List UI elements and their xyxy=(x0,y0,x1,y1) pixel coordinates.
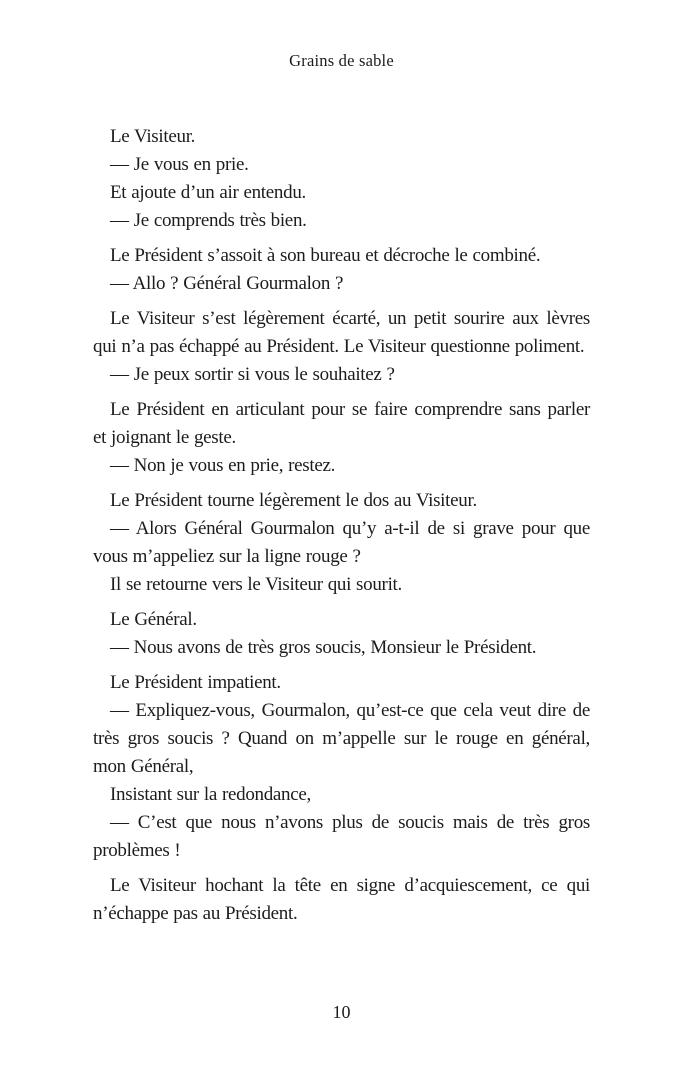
paragraph-group xyxy=(93,606,590,662)
paragraph: — Non je vous en prie, restez. xyxy=(110,455,336,476)
paragraph: Le Visiteur hochant la tête en signe d’acquiescement, ce qui n’échappe pas au Président. xyxy=(93,875,590,924)
paragraph: Le Président en articulant pour se faire comprendre sans parler et joignant le geste. xyxy=(93,399,590,448)
paragraph-group xyxy=(93,242,590,298)
paragraph: Il se retourne vers le Visiteur qui sourit. xyxy=(110,574,402,595)
paragraph: — Allo ? Général Gourmalon ? xyxy=(110,273,344,294)
running-header: Grains de sable xyxy=(289,51,394,70)
paragraph: Le Visiteur. xyxy=(110,126,196,147)
paragraph-group xyxy=(93,872,590,928)
paragraph: — Expliquez-vous, Gourmalon, qu’est-ce que cela veut dire de très gros soucis ? Quand on m’appelle sur le rouge en général, mon Général, xyxy=(93,700,590,777)
paragraph: Le Président tourne légèrement le dos au Visiteur. xyxy=(110,490,477,511)
paragraph-group xyxy=(93,305,590,389)
paragraph: Le Président s’assoit à son bureau et décroche le combiné. xyxy=(110,245,541,266)
paragraph: — Alors Général Gourmalon qu’y a-t-il de si grave pour que vous m’appeliez sur la ligne rouge ? xyxy=(93,518,590,567)
page-number: 10 xyxy=(332,1002,351,1022)
paragraph: Et ajoute d’un air entendu. xyxy=(110,182,306,203)
paragraph-group xyxy=(93,487,590,599)
paragraph-group xyxy=(93,123,590,235)
page-text xyxy=(93,123,590,928)
paragraph: — Je comprends très bien. xyxy=(110,210,307,231)
paragraph: Le Général. xyxy=(110,609,197,630)
paragraph: Insistant sur la redondance, xyxy=(110,784,311,805)
paragraph: — Nous avons de très gros soucis, Monsieur le Président. xyxy=(110,637,537,658)
paragraph: — Je vous en prie. xyxy=(110,154,249,175)
paragraph: Le Visiteur s’est légèrement écarté, un petit sourire aux lèvres qui n’a pas échappé au Président. Le Visiteur questionne poliment. xyxy=(93,308,590,357)
paragraph-group xyxy=(93,669,590,865)
paragraph: — C’est que nous n’avons plus de soucis mais de très gros problèmes ! xyxy=(93,812,590,861)
paragraph: — Je peux sortir si vous le souhaitez ? xyxy=(110,364,395,385)
paragraph-group xyxy=(93,396,590,480)
paragraph: Le Président impatient. xyxy=(110,672,281,693)
